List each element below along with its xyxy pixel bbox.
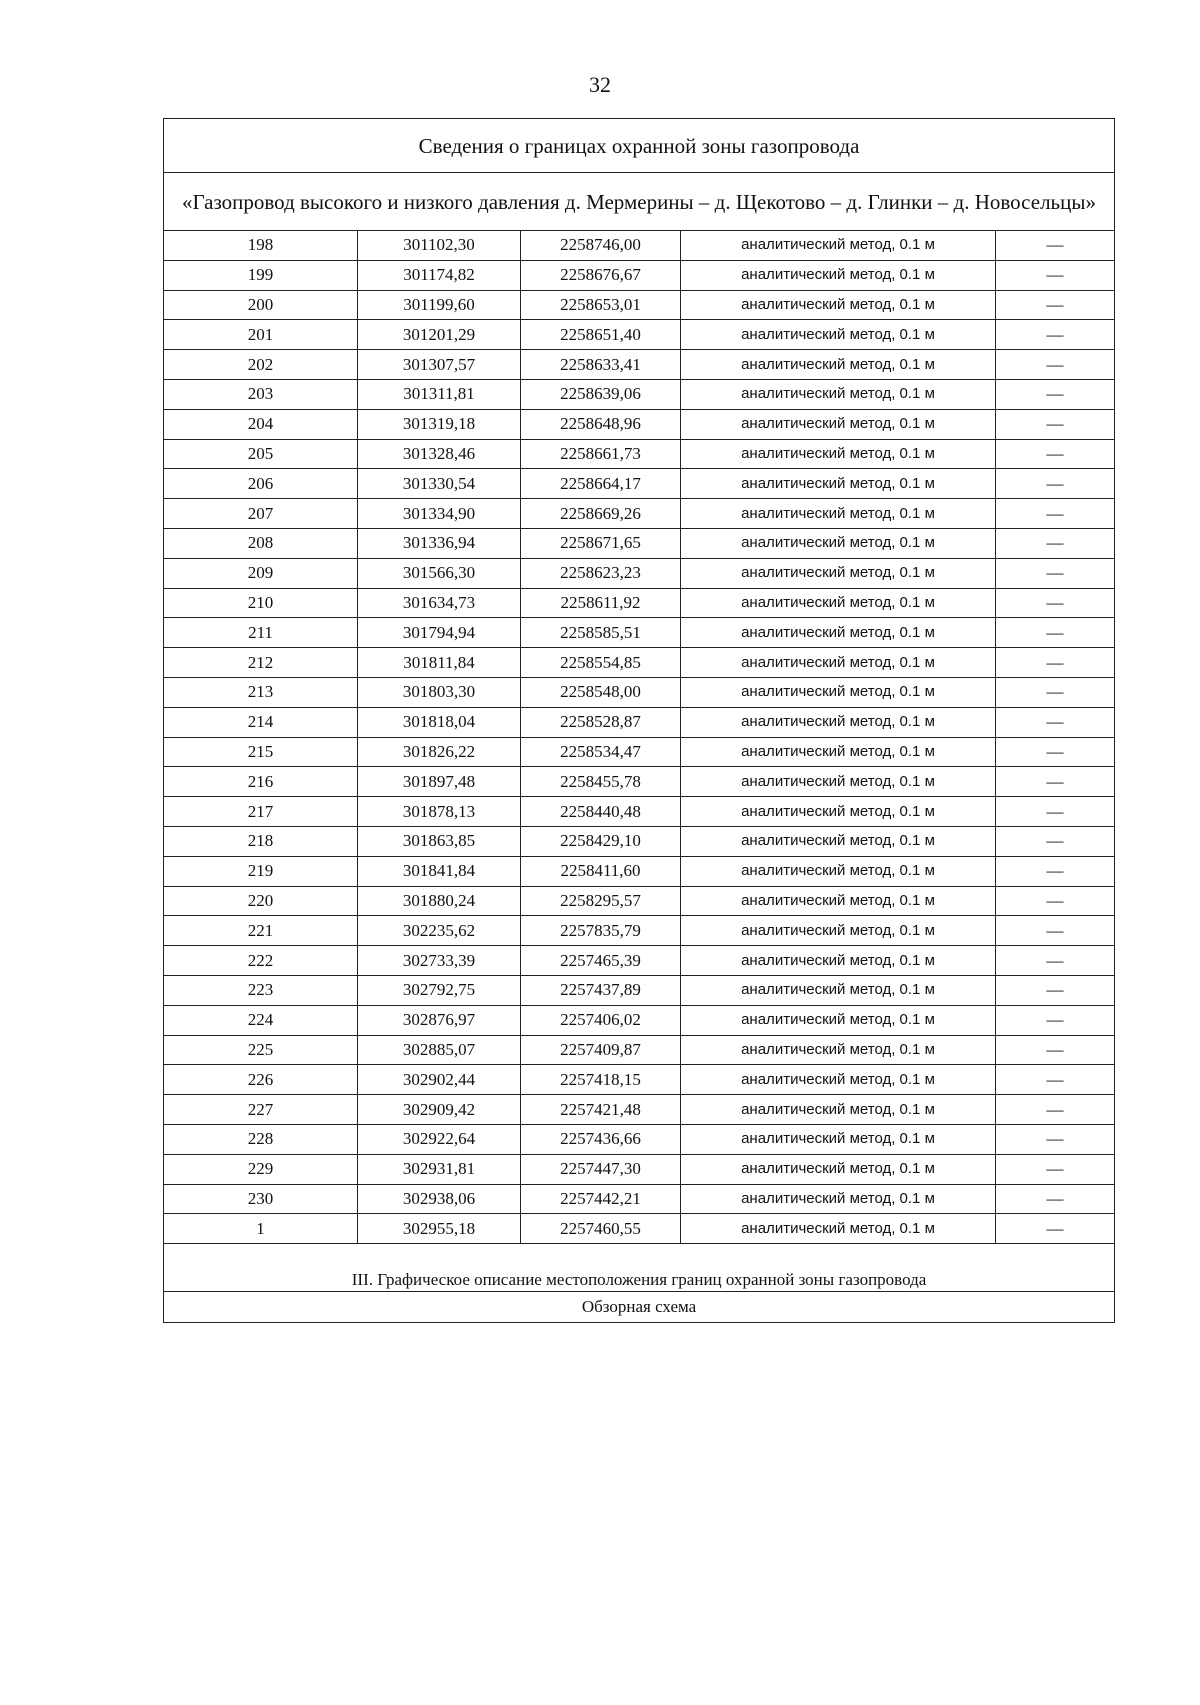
coord-y-cell: 2257835,79 bbox=[521, 916, 681, 946]
point-number-cell: 202 bbox=[164, 350, 358, 380]
method-cell: аналитический метод, 0.1 м bbox=[681, 677, 996, 707]
coord-y-cell: 2257460,55 bbox=[521, 1214, 681, 1244]
coord-y-cell: 2257421,48 bbox=[521, 1095, 681, 1125]
point-number-cell: 221 bbox=[164, 916, 358, 946]
table-subtitle: «Газопровод высокого и низкого давления д. Мермерины – д. Щекотово – д. Глинки – д. Новосельцы» bbox=[164, 173, 1115, 231]
coord-x-cell: 301863,85 bbox=[358, 826, 521, 856]
note-cell: — bbox=[996, 1035, 1115, 1065]
note-cell: — bbox=[996, 797, 1115, 827]
note-cell: — bbox=[996, 231, 1115, 261]
point-number-cell: 230 bbox=[164, 1184, 358, 1214]
note-cell: — bbox=[996, 439, 1115, 469]
point-number-cell: 208 bbox=[164, 528, 358, 558]
coord-y-cell: 2258648,96 bbox=[521, 409, 681, 439]
method-cell: аналитический метод, 0.1 м bbox=[681, 499, 996, 529]
table-row bbox=[164, 469, 1115, 499]
coord-x-cell: 302922,64 bbox=[358, 1124, 521, 1154]
table-row bbox=[164, 946, 1115, 976]
table-row bbox=[164, 975, 1115, 1005]
table-row bbox=[164, 1005, 1115, 1035]
coord-y-cell: 2258651,40 bbox=[521, 320, 681, 350]
note-cell: — bbox=[996, 1154, 1115, 1184]
scheme-label: Обзорная схема bbox=[164, 1292, 1115, 1323]
method-cell: аналитический метод, 0.1 м bbox=[681, 826, 996, 856]
coord-y-cell: 2258554,85 bbox=[521, 648, 681, 678]
table-row bbox=[164, 1154, 1115, 1184]
coord-x-cell: 301319,18 bbox=[358, 409, 521, 439]
coord-y-cell: 2258429,10 bbox=[521, 826, 681, 856]
point-number-cell: 229 bbox=[164, 1154, 358, 1184]
note-cell: — bbox=[996, 1124, 1115, 1154]
coord-y-cell: 2257418,15 bbox=[521, 1065, 681, 1095]
point-number-cell: 212 bbox=[164, 648, 358, 678]
point-number-cell: 1 bbox=[164, 1214, 358, 1244]
table-row bbox=[164, 618, 1115, 648]
method-cell: аналитический метод, 0.1 м bbox=[681, 1005, 996, 1035]
method-cell: аналитический метод, 0.1 м bbox=[681, 1124, 996, 1154]
section-heading: III. Графическое описание местоположения границ охранной зоны газопровода bbox=[164, 1244, 1115, 1292]
coord-x-cell: 301794,94 bbox=[358, 618, 521, 648]
coord-y-cell: 2258639,06 bbox=[521, 379, 681, 409]
table-row bbox=[164, 1184, 1115, 1214]
method-cell: аналитический метод, 0.1 м bbox=[681, 439, 996, 469]
table-row bbox=[164, 1124, 1115, 1154]
point-number-cell: 205 bbox=[164, 439, 358, 469]
coord-y-cell: 2258669,26 bbox=[521, 499, 681, 529]
method-cell: аналитический метод, 0.1 м bbox=[681, 588, 996, 618]
table-row bbox=[164, 648, 1115, 678]
coord-x-cell: 301330,54 bbox=[358, 469, 521, 499]
table-row bbox=[164, 558, 1115, 588]
table-row bbox=[164, 737, 1115, 767]
table-row bbox=[164, 320, 1115, 350]
note-cell: — bbox=[996, 528, 1115, 558]
point-number-cell: 209 bbox=[164, 558, 358, 588]
coord-y-cell: 2258633,41 bbox=[521, 350, 681, 380]
method-cell: аналитический метод, 0.1 м bbox=[681, 409, 996, 439]
note-cell: — bbox=[996, 648, 1115, 678]
coord-x-cell: 301826,22 bbox=[358, 737, 521, 767]
note-cell: — bbox=[996, 707, 1115, 737]
coord-y-cell: 2258411,60 bbox=[521, 856, 681, 886]
note-cell: — bbox=[996, 350, 1115, 380]
table-row bbox=[164, 826, 1115, 856]
note-cell: — bbox=[996, 618, 1115, 648]
method-cell: аналитический метод, 0.1 м bbox=[681, 231, 996, 261]
note-cell: — bbox=[996, 260, 1115, 290]
table-row bbox=[164, 707, 1115, 737]
coord-y-cell: 2258585,51 bbox=[521, 618, 681, 648]
method-cell: аналитический метод, 0.1 м bbox=[681, 1184, 996, 1214]
page-number: 32 bbox=[589, 72, 611, 97]
point-number-cell: 213 bbox=[164, 677, 358, 707]
table-row bbox=[164, 260, 1115, 290]
method-cell: аналитический метод, 0.1 м bbox=[681, 350, 996, 380]
coord-x-cell: 302931,81 bbox=[358, 1154, 521, 1184]
table-row bbox=[164, 379, 1115, 409]
point-number-cell: 227 bbox=[164, 1095, 358, 1125]
coord-x-cell: 301803,30 bbox=[358, 677, 521, 707]
coord-x-cell: 301634,73 bbox=[358, 588, 521, 618]
method-cell: аналитический метод, 0.1 м bbox=[681, 290, 996, 320]
point-number-cell: 216 bbox=[164, 767, 358, 797]
note-cell: — bbox=[996, 588, 1115, 618]
coord-y-cell: 2258746,00 bbox=[521, 231, 681, 261]
table-row bbox=[164, 1214, 1115, 1244]
method-cell: аналитический метод, 0.1 м bbox=[681, 1065, 996, 1095]
note-cell: — bbox=[996, 1005, 1115, 1035]
note-cell: — bbox=[996, 379, 1115, 409]
note-cell: — bbox=[996, 767, 1115, 797]
note-cell: — bbox=[996, 975, 1115, 1005]
coord-y-cell: 2257409,87 bbox=[521, 1035, 681, 1065]
coord-x-cell: 302938,06 bbox=[358, 1184, 521, 1214]
point-number-cell: 200 bbox=[164, 290, 358, 320]
coord-x-cell: 302792,75 bbox=[358, 975, 521, 1005]
note-cell: — bbox=[996, 856, 1115, 886]
method-cell: аналитический метод, 0.1 м bbox=[681, 975, 996, 1005]
table-row bbox=[164, 886, 1115, 916]
table-row bbox=[164, 856, 1115, 886]
note-cell: — bbox=[996, 499, 1115, 529]
method-cell: аналитический метод, 0.1 м bbox=[681, 648, 996, 678]
note-cell: — bbox=[996, 916, 1115, 946]
coord-y-cell: 2258528,87 bbox=[521, 707, 681, 737]
coord-y-cell: 2258623,23 bbox=[521, 558, 681, 588]
table-row bbox=[164, 588, 1115, 618]
method-cell: аналитический метод, 0.1 м bbox=[681, 886, 996, 916]
method-cell: аналитический метод, 0.1 м bbox=[681, 528, 996, 558]
coord-x-cell: 302235,62 bbox=[358, 916, 521, 946]
coord-y-cell: 2257447,30 bbox=[521, 1154, 681, 1184]
coord-y-cell: 2257442,21 bbox=[521, 1184, 681, 1214]
coord-y-cell: 2258455,78 bbox=[521, 767, 681, 797]
method-cell: аналитический метод, 0.1 м bbox=[681, 1214, 996, 1244]
note-cell: — bbox=[996, 737, 1115, 767]
coord-y-cell: 2258671,65 bbox=[521, 528, 681, 558]
coord-x-cell: 301336,94 bbox=[358, 528, 521, 558]
method-cell: аналитический метод, 0.1 м bbox=[681, 1154, 996, 1184]
coord-y-cell: 2257465,39 bbox=[521, 946, 681, 976]
coord-x-cell: 301102,30 bbox=[358, 231, 521, 261]
coord-y-cell: 2258676,67 bbox=[521, 260, 681, 290]
note-cell: — bbox=[996, 320, 1115, 350]
coord-y-cell: 2258440,48 bbox=[521, 797, 681, 827]
coord-x-cell: 301328,46 bbox=[358, 439, 521, 469]
coord-x-cell: 301199,60 bbox=[358, 290, 521, 320]
table-title: Сведения о границах охранной зоны газопровода bbox=[164, 119, 1115, 173]
table-row bbox=[164, 528, 1115, 558]
table-row bbox=[164, 677, 1115, 707]
coord-x-cell: 302733,39 bbox=[358, 946, 521, 976]
method-cell: аналитический метод, 0.1 м bbox=[681, 707, 996, 737]
coord-x-cell: 302902,44 bbox=[358, 1065, 521, 1095]
method-cell: аналитический метод, 0.1 м bbox=[681, 469, 996, 499]
note-cell: — bbox=[996, 469, 1115, 499]
point-number-cell: 203 bbox=[164, 379, 358, 409]
method-cell: аналитический метод, 0.1 м bbox=[681, 1035, 996, 1065]
point-number-cell: 211 bbox=[164, 618, 358, 648]
point-number-cell: 214 bbox=[164, 707, 358, 737]
scheme-label-row bbox=[164, 1292, 1115, 1323]
method-cell: аналитический метод, 0.1 м bbox=[681, 320, 996, 350]
coord-x-cell: 301880,24 bbox=[358, 886, 521, 916]
note-cell: — bbox=[996, 677, 1115, 707]
point-number-cell: 222 bbox=[164, 946, 358, 976]
coord-x-cell: 302885,07 bbox=[358, 1035, 521, 1065]
point-number-cell: 220 bbox=[164, 886, 358, 916]
coord-x-cell: 301811,84 bbox=[358, 648, 521, 678]
coord-y-cell: 2258548,00 bbox=[521, 677, 681, 707]
coord-x-cell: 302955,18 bbox=[358, 1214, 521, 1244]
method-cell: аналитический метод, 0.1 м bbox=[681, 946, 996, 976]
table-row bbox=[164, 767, 1115, 797]
section-heading-row bbox=[164, 1244, 1115, 1292]
point-number-cell: 206 bbox=[164, 469, 358, 499]
coord-x-cell: 301841,84 bbox=[358, 856, 521, 886]
coord-y-cell: 2257406,02 bbox=[521, 1005, 681, 1035]
method-cell: аналитический метод, 0.1 м bbox=[681, 797, 996, 827]
point-number-cell: 217 bbox=[164, 797, 358, 827]
note-cell: — bbox=[996, 1214, 1115, 1244]
table-row bbox=[164, 231, 1115, 261]
coord-y-cell: 2258611,92 bbox=[521, 588, 681, 618]
coord-x-cell: 302876,97 bbox=[358, 1005, 521, 1035]
method-cell: аналитический метод, 0.1 м bbox=[681, 260, 996, 290]
table-row bbox=[164, 1035, 1115, 1065]
point-number-cell: 201 bbox=[164, 320, 358, 350]
method-cell: аналитический метод, 0.1 м bbox=[681, 1095, 996, 1125]
coord-y-cell: 2257437,89 bbox=[521, 975, 681, 1005]
point-number-cell: 224 bbox=[164, 1005, 358, 1035]
coord-x-cell: 301334,90 bbox=[358, 499, 521, 529]
point-number-cell: 210 bbox=[164, 588, 358, 618]
note-cell: — bbox=[996, 1095, 1115, 1125]
method-cell: аналитический метод, 0.1 м bbox=[681, 618, 996, 648]
table-row bbox=[164, 916, 1115, 946]
coord-x-cell: 301201,29 bbox=[358, 320, 521, 350]
table-row bbox=[164, 439, 1115, 469]
table-row bbox=[164, 499, 1115, 529]
coord-y-cell: 2257436,66 bbox=[521, 1124, 681, 1154]
method-cell: аналитический метод, 0.1 м bbox=[681, 558, 996, 588]
coord-x-cell: 302909,42 bbox=[358, 1095, 521, 1125]
coord-x-cell: 301897,48 bbox=[358, 767, 521, 797]
coord-y-cell: 2258661,73 bbox=[521, 439, 681, 469]
point-number-cell: 207 bbox=[164, 499, 358, 529]
note-cell: — bbox=[996, 1184, 1115, 1214]
note-cell: — bbox=[996, 409, 1115, 439]
table-row bbox=[164, 409, 1115, 439]
table-subtitle-row bbox=[164, 173, 1115, 231]
point-number-cell: 219 bbox=[164, 856, 358, 886]
note-cell: — bbox=[996, 1065, 1115, 1095]
note-cell: — bbox=[996, 558, 1115, 588]
table-row bbox=[164, 290, 1115, 320]
coord-y-cell: 2258295,57 bbox=[521, 886, 681, 916]
method-cell: аналитический метод, 0.1 м bbox=[681, 767, 996, 797]
coord-x-cell: 301878,13 bbox=[358, 797, 521, 827]
point-number-cell: 226 bbox=[164, 1065, 358, 1095]
coord-y-cell: 2258653,01 bbox=[521, 290, 681, 320]
point-number-cell: 228 bbox=[164, 1124, 358, 1154]
table-row bbox=[164, 797, 1115, 827]
point-number-cell: 204 bbox=[164, 409, 358, 439]
note-cell: — bbox=[996, 886, 1115, 916]
method-cell: аналитический метод, 0.1 м bbox=[681, 916, 996, 946]
coord-y-cell: 2258664,17 bbox=[521, 469, 681, 499]
table-row bbox=[164, 1065, 1115, 1095]
note-cell: — bbox=[996, 290, 1115, 320]
point-number-cell: 223 bbox=[164, 975, 358, 1005]
coord-x-cell: 301307,57 bbox=[358, 350, 521, 380]
table-title-row bbox=[164, 119, 1115, 173]
point-number-cell: 199 bbox=[164, 260, 358, 290]
coord-x-cell: 301566,30 bbox=[358, 558, 521, 588]
point-number-cell: 218 bbox=[164, 826, 358, 856]
method-cell: аналитический метод, 0.1 м bbox=[681, 737, 996, 767]
point-number-cell: 198 bbox=[164, 231, 358, 261]
method-cell: аналитический метод, 0.1 м bbox=[681, 856, 996, 886]
coord-x-cell: 301174,82 bbox=[358, 260, 521, 290]
note-cell: — bbox=[996, 826, 1115, 856]
point-number-cell: 225 bbox=[164, 1035, 358, 1065]
coord-x-cell: 301311,81 bbox=[358, 379, 521, 409]
table-row bbox=[164, 350, 1115, 380]
coord-x-cell: 301818,04 bbox=[358, 707, 521, 737]
table-row bbox=[164, 1095, 1115, 1125]
coord-y-cell: 2258534,47 bbox=[521, 737, 681, 767]
note-cell: — bbox=[996, 946, 1115, 976]
boundary-coordinates-table bbox=[163, 118, 1115, 1323]
method-cell: аналитический метод, 0.1 м bbox=[681, 379, 996, 409]
point-number-cell: 215 bbox=[164, 737, 358, 767]
